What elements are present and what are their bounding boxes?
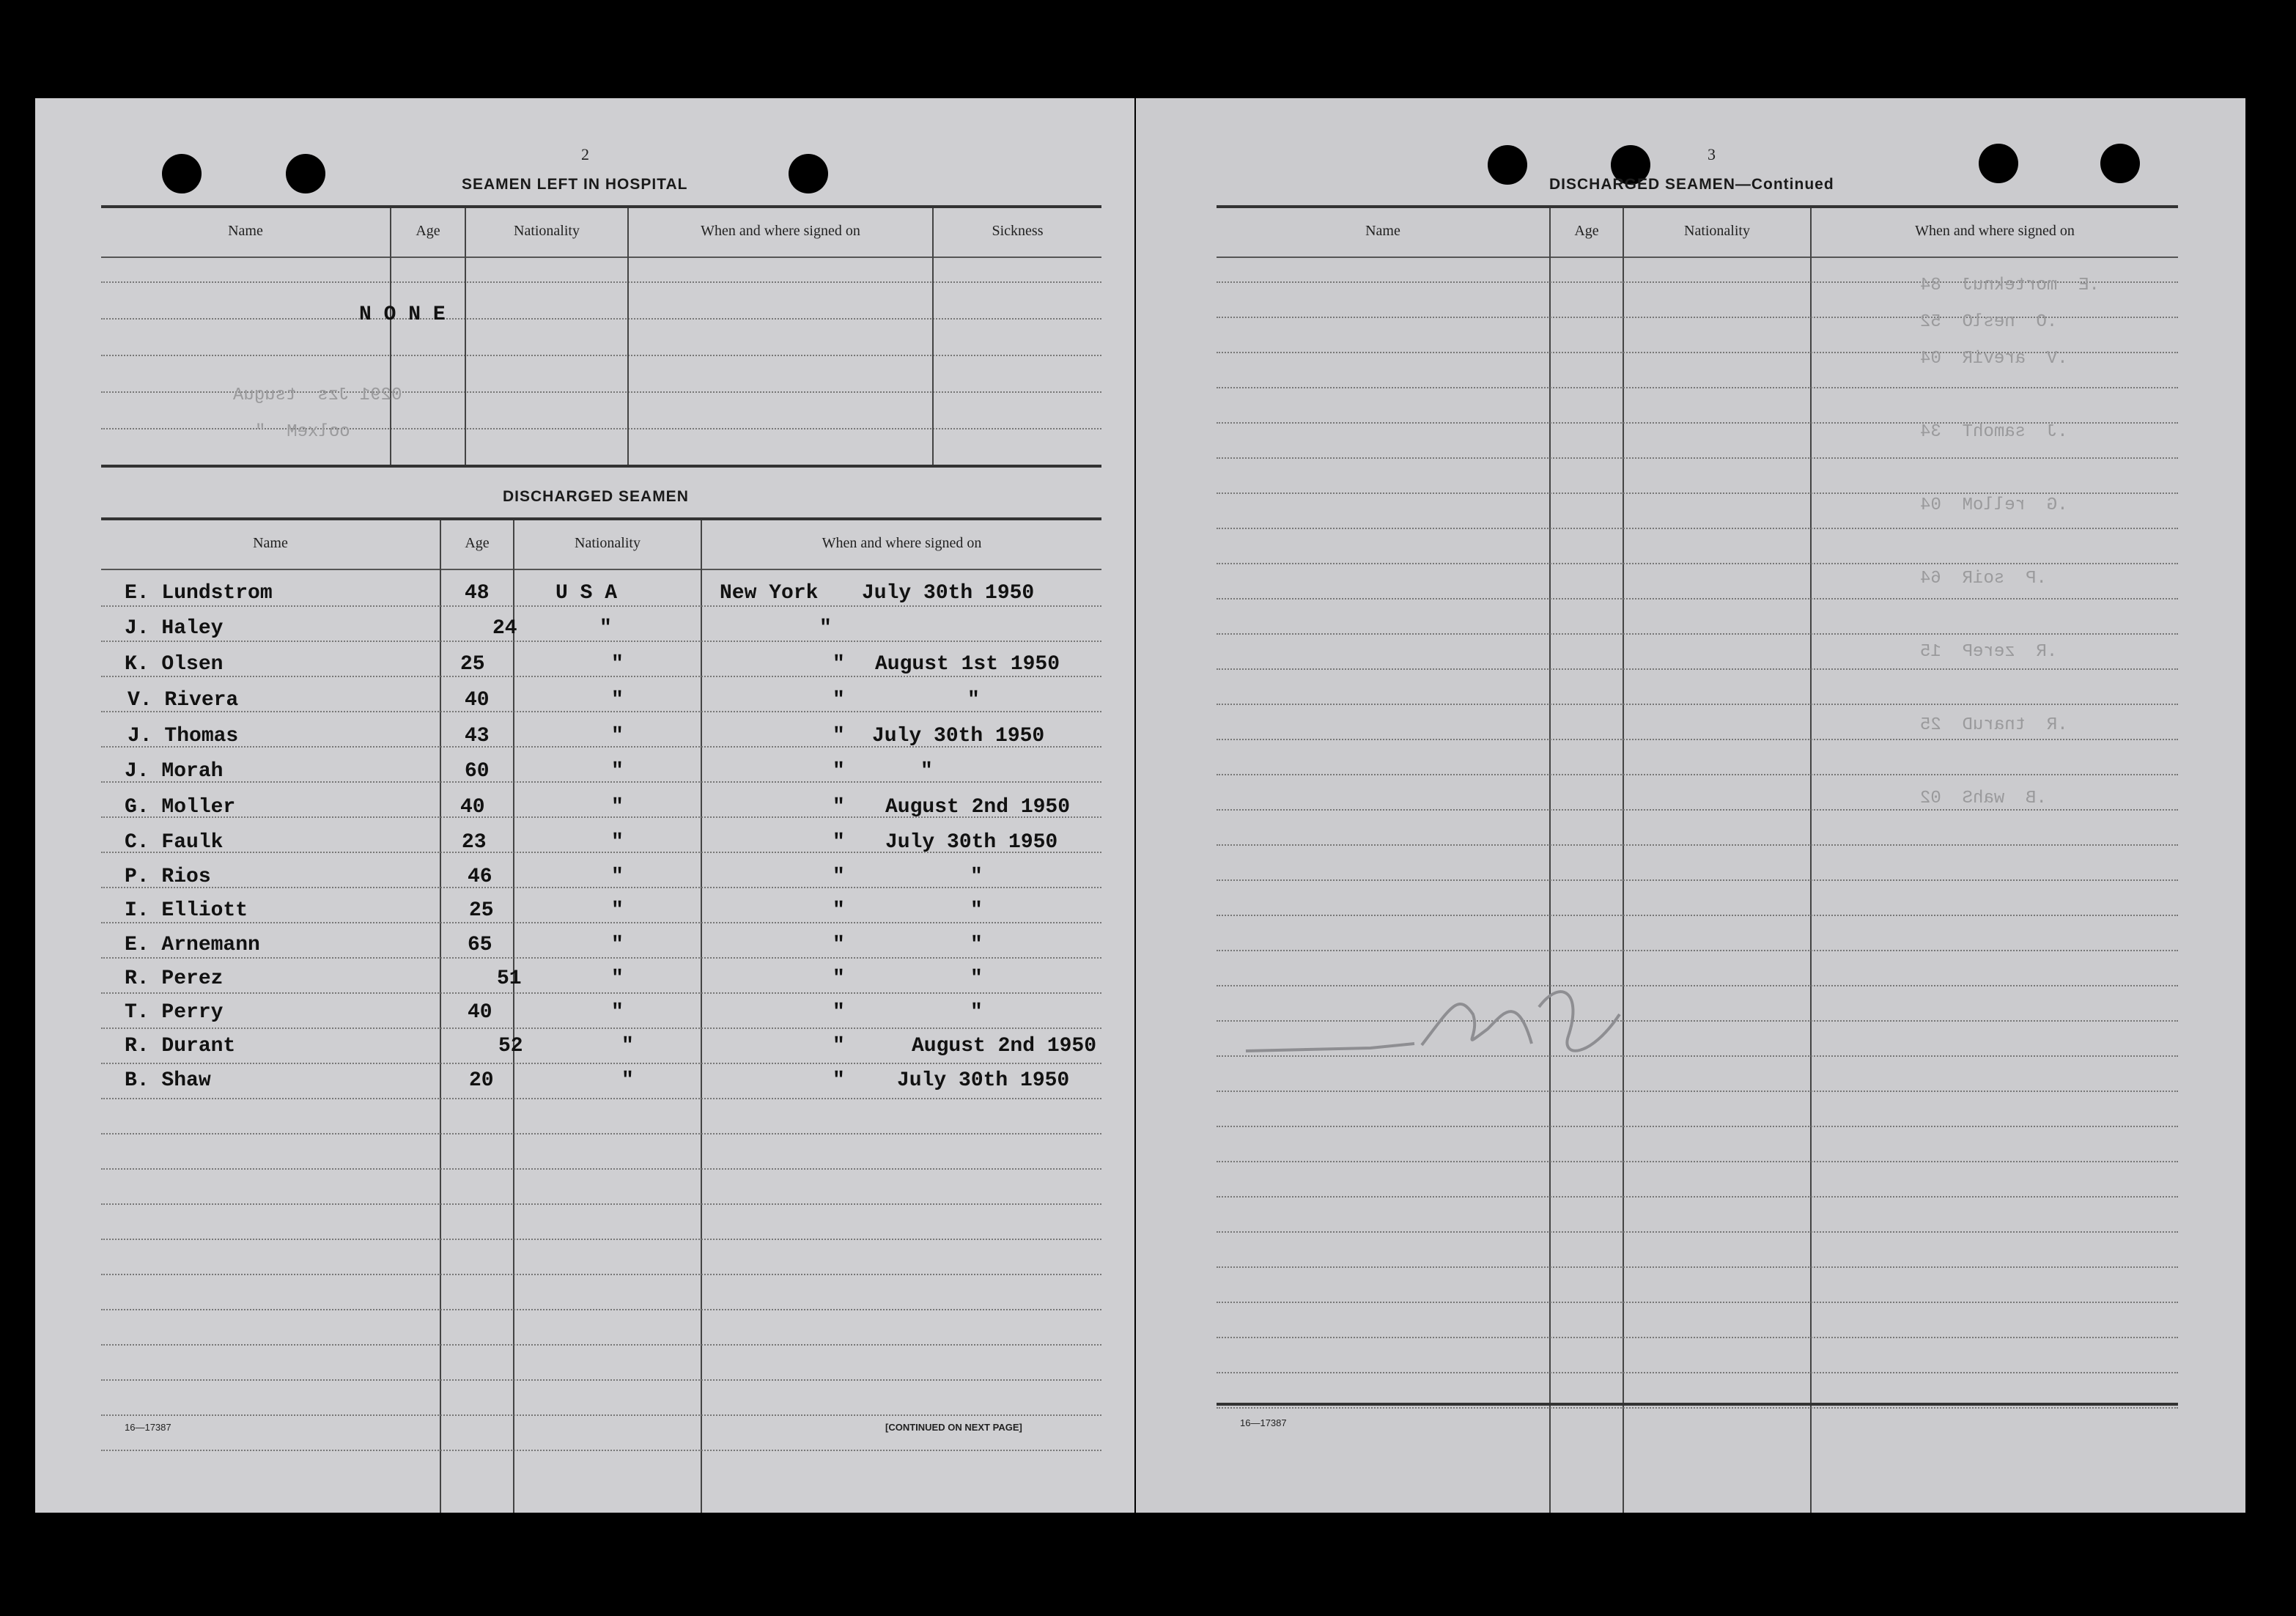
seaman-nationality: " xyxy=(611,725,624,748)
table-bottom-rule xyxy=(1217,1403,2178,1406)
column-rule xyxy=(1810,208,1812,1513)
row-rule xyxy=(101,355,1101,356)
row-rule xyxy=(101,1309,1101,1310)
seaman-name: C. Faulk xyxy=(125,831,224,854)
discharged-header-signed-on: When and where signed on xyxy=(822,535,982,551)
row-rule xyxy=(1217,668,2178,670)
hospital-none-entry: N O N E xyxy=(359,303,446,326)
discharged-table-top-rule xyxy=(101,517,1101,520)
signed-on-date: " xyxy=(970,1001,983,1024)
row-rule xyxy=(1217,1126,2178,1127)
row-rule xyxy=(101,1344,1101,1346)
seaman-name: K. Olsen xyxy=(125,653,224,676)
signed-on-date: July 30th 1950 xyxy=(872,725,1045,748)
row-rule xyxy=(1217,704,2178,705)
row-rule xyxy=(101,1168,1101,1170)
row-rule xyxy=(101,676,1101,677)
seaman-age: 20 xyxy=(469,1069,494,1092)
signed-on-date: August 2nd 1950 xyxy=(885,796,1071,819)
seaman-age: 40 xyxy=(460,796,485,819)
column-rule xyxy=(513,520,514,1513)
punch-hole xyxy=(1979,144,2018,183)
row-rule xyxy=(1217,1161,2178,1162)
seaman-name: B. Shaw xyxy=(125,1069,211,1092)
seaman-age: 40 xyxy=(465,689,490,712)
row-rule xyxy=(1217,492,2178,494)
form-number: 16—17387 xyxy=(1240,1417,1287,1428)
row-rule xyxy=(101,281,1101,283)
hospital-header-signed-on: When and where signed on xyxy=(701,223,860,239)
row-rule xyxy=(101,992,1101,994)
punch-hole xyxy=(1488,145,1527,185)
signed-on-place: " xyxy=(833,1001,845,1024)
column-rule xyxy=(1623,208,1624,1513)
continued-note: [CONTINUED ON NEXT PAGE] xyxy=(885,1422,1022,1433)
row-rule xyxy=(1217,598,2178,599)
column-rule xyxy=(465,208,466,465)
seaman-age: 25 xyxy=(469,899,494,922)
discharged-header-name: Name xyxy=(253,535,288,551)
seaman-name: T. Perry xyxy=(125,1001,224,1024)
row-rule xyxy=(1217,633,2178,635)
row-rule xyxy=(101,1239,1101,1240)
signed-on-place: " xyxy=(833,1035,845,1058)
signed-on-date: July 30th 1950 xyxy=(862,582,1035,605)
row-rule xyxy=(101,1063,1101,1064)
signed-on-date: July 30th 1950 xyxy=(885,831,1058,854)
form-number: 16—17387 xyxy=(125,1422,171,1433)
row-rule xyxy=(1217,950,2178,951)
column-rule xyxy=(1549,208,1551,1513)
row-rule xyxy=(1217,774,2178,775)
signed-on-place: " xyxy=(833,967,845,990)
column-rule xyxy=(440,520,441,1513)
row-rule xyxy=(101,922,1101,923)
discharged-table-header-rule xyxy=(101,569,1101,570)
seaman-name: E. Lundstrom xyxy=(125,582,273,605)
row-rule xyxy=(101,1450,1101,1451)
seaman-age: 60 xyxy=(465,760,490,783)
header-name: Name xyxy=(1365,223,1400,239)
row-rule xyxy=(1217,387,2178,388)
row-rule xyxy=(1217,1407,2178,1409)
seaman-nationality: " xyxy=(621,1035,634,1058)
seaman-name: J. Haley xyxy=(125,617,224,640)
discharged-header-nationality: Nationality xyxy=(575,535,641,551)
discharged-section-title: DISCHARGED SEAMEN xyxy=(503,488,689,505)
seaman-nationality: " xyxy=(611,831,624,854)
seaman-nationality: " xyxy=(611,653,624,676)
row-rule xyxy=(101,428,1101,429)
signed-on-date: " xyxy=(970,967,983,990)
row-rule xyxy=(101,746,1101,748)
page-number: 3 xyxy=(1708,145,1716,163)
column-rule xyxy=(932,208,934,465)
signed-on-place: " xyxy=(833,831,845,854)
seaman-name: G. Moller xyxy=(125,796,236,819)
hospital-section-title: SEAMEN LEFT IN HOSPITAL xyxy=(462,176,688,193)
row-rule xyxy=(101,1414,1101,1416)
bleed-through-text: .R tnaruD 25 xyxy=(1920,715,2068,735)
bleed-through-text: .E morteknuJ 84 xyxy=(1920,276,2100,295)
bleed-through-text: .J samohT 34 xyxy=(1920,422,2068,442)
row-rule xyxy=(1217,1372,2178,1373)
signed-on-date: July 30th 1950 xyxy=(897,1069,1070,1092)
row-rule xyxy=(101,1274,1101,1275)
hospital-header-nationality: Nationality xyxy=(514,223,580,239)
row-rule xyxy=(101,957,1101,959)
row-rule xyxy=(101,1098,1101,1099)
seaman-nationality: " xyxy=(621,1069,634,1092)
seaman-name: I. Elliott xyxy=(125,899,248,922)
seaman-nationality: " xyxy=(611,967,624,990)
seaman-name: E. Arnemann xyxy=(125,934,260,956)
row-rule xyxy=(101,852,1101,853)
signed-on-place: " xyxy=(833,899,845,922)
signed-on-place: " xyxy=(833,760,845,783)
bleed-through-text: .P soiR 64 xyxy=(1920,569,2047,589)
seaman-age: 40 xyxy=(468,1001,492,1024)
row-rule xyxy=(1217,1337,2178,1338)
punch-hole xyxy=(2100,144,2140,183)
signed-on-date: " xyxy=(967,689,980,712)
header-signed-on: When and where signed on xyxy=(1915,223,2075,239)
discharged-header-age: Age xyxy=(465,535,490,551)
signed-on-date: " xyxy=(970,866,983,888)
hospital-header-sickness: Sickness xyxy=(992,223,1044,239)
hospital-table-top-rule xyxy=(101,205,1101,208)
seaman-nationality: " xyxy=(611,689,624,712)
signed-on-place: " xyxy=(833,796,845,819)
signed-on-place: " xyxy=(833,725,845,748)
row-rule xyxy=(1217,563,2178,564)
seaman-age: 43 xyxy=(465,725,490,748)
seaman-nationality: U S A xyxy=(555,582,618,605)
seaman-age: 23 xyxy=(462,831,487,854)
seaman-age: 48 xyxy=(465,582,490,605)
row-rule xyxy=(101,816,1101,818)
signed-on-date: " xyxy=(970,934,983,956)
row-rule xyxy=(101,605,1101,607)
bleed-through-text: oolxeM " xyxy=(255,422,350,442)
row-rule xyxy=(101,887,1101,888)
bleed-through-text: .B wahS 02 xyxy=(1920,789,2047,808)
row-rule xyxy=(1217,1231,2178,1233)
bleed-through-text: .G relloM 04 xyxy=(1920,495,2068,515)
seaman-nationality: " xyxy=(611,866,624,888)
signed-on-place: New York xyxy=(720,582,819,605)
header-age: Age xyxy=(1574,223,1599,239)
hospital-table-bottom-rule xyxy=(101,465,1101,468)
hospital-header-name: Name xyxy=(228,223,263,239)
seaman-nationality: " xyxy=(599,617,612,640)
row-rule xyxy=(1217,739,2178,740)
bleed-through-text: .V areviR 04 xyxy=(1920,349,2068,369)
seaman-nationality: " xyxy=(611,934,624,956)
signature-bleed-through xyxy=(1239,963,1649,1080)
signed-on-place: " xyxy=(833,866,845,888)
row-rule xyxy=(101,1027,1101,1029)
punch-hole xyxy=(789,154,828,193)
seaman-nationality: " xyxy=(611,760,624,783)
signed-on-date: August 2nd 1950 xyxy=(912,1035,1097,1058)
column-rule xyxy=(627,208,629,465)
seaman-age: 25 xyxy=(460,653,485,676)
signed-on-place: " xyxy=(833,934,845,956)
row-rule xyxy=(101,1379,1101,1381)
signed-on-place: " xyxy=(833,689,845,712)
punch-hole xyxy=(286,154,325,193)
signed-on-place: " xyxy=(833,653,845,676)
row-rule xyxy=(1217,528,2178,529)
header-nationality: Nationality xyxy=(1684,223,1750,239)
row-rule xyxy=(101,781,1101,783)
signed-on-date: " xyxy=(920,760,933,783)
bleed-through-text: .O neslO 52 xyxy=(1920,312,2058,332)
seaman-name: R. Durant xyxy=(125,1035,236,1058)
bleed-through-text: .R zereP 15 xyxy=(1920,642,2058,662)
table-top-rule xyxy=(1217,205,2178,208)
row-rule xyxy=(101,641,1101,642)
row-rule xyxy=(1217,879,2178,881)
signed-on-date: August 1st 1950 xyxy=(875,653,1060,676)
signed-on-date: " xyxy=(970,899,983,922)
seaman-age: 51 xyxy=(497,967,522,990)
row-rule xyxy=(1217,809,2178,811)
seaman-name: R. Perez xyxy=(125,967,224,990)
seaman-name: J. Morah xyxy=(125,760,224,783)
row-rule xyxy=(101,1133,1101,1134)
seaman-age: 52 xyxy=(498,1035,523,1058)
discharged-continued-title: DISCHARGED SEAMEN—Continued xyxy=(1549,176,1834,193)
row-rule xyxy=(1217,915,2178,916)
punch-hole xyxy=(162,154,202,193)
row-rule xyxy=(101,1203,1101,1205)
seaman-name: P. Rios xyxy=(125,866,211,888)
row-rule xyxy=(1217,1302,2178,1303)
row-rule xyxy=(1217,457,2178,459)
column-rule xyxy=(390,208,391,465)
column-rule xyxy=(701,520,702,1513)
seaman-nationality: " xyxy=(611,899,624,922)
seaman-age: 65 xyxy=(468,934,492,956)
bleed-through-text: 0291 Jzs tsuguA xyxy=(233,385,402,405)
signed-on-place: " xyxy=(819,617,832,640)
seaman-age: 24 xyxy=(492,617,517,640)
left-page xyxy=(35,98,1134,1513)
seaman-nationality: " xyxy=(611,796,624,819)
hospital-header-age: Age xyxy=(416,223,440,239)
row-rule xyxy=(1217,844,2178,846)
row-rule xyxy=(101,318,1101,320)
right-page xyxy=(1136,98,2245,1513)
signed-on-place: " xyxy=(833,1069,845,1092)
hospital-table-header-rule xyxy=(101,257,1101,258)
seaman-name: J. Thomas xyxy=(128,725,239,748)
seaman-age: 46 xyxy=(468,866,492,888)
seaman-nationality: " xyxy=(611,1001,624,1024)
seaman-name: V. Rivera xyxy=(128,689,239,712)
row-rule xyxy=(1217,1196,2178,1198)
row-rule xyxy=(1217,1091,2178,1092)
page-number: 2 xyxy=(581,145,589,163)
row-rule xyxy=(1217,1266,2178,1268)
row-rule xyxy=(101,711,1101,712)
table-header-rule xyxy=(1217,257,2178,258)
